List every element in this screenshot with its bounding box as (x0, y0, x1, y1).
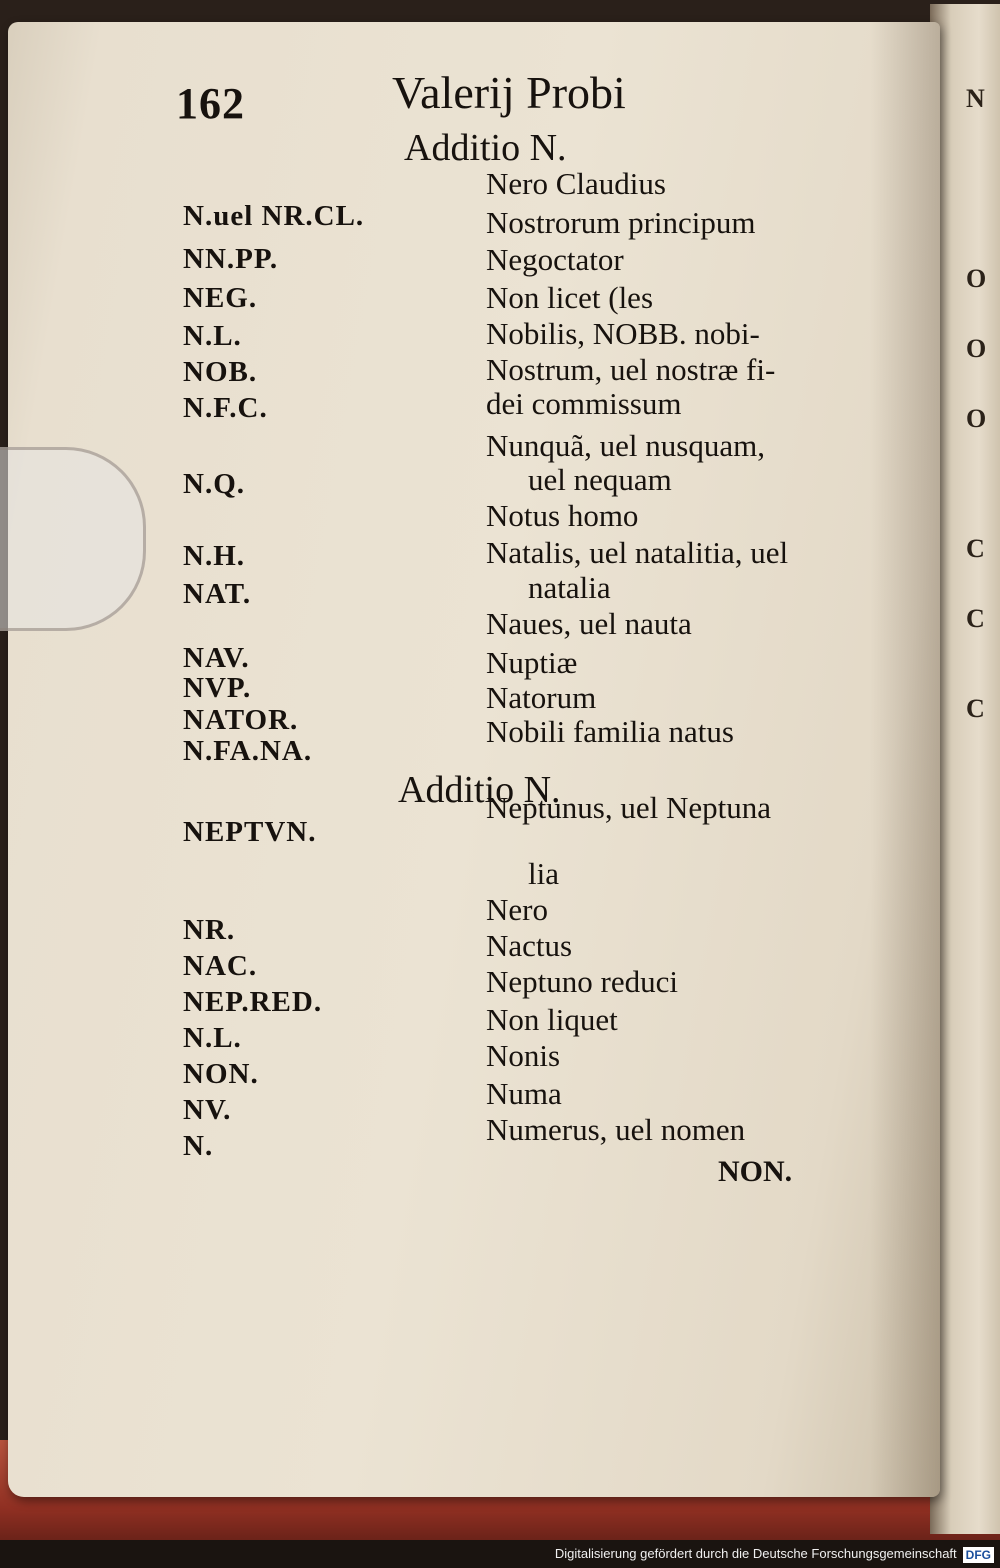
abbreviation: NATOR. (183, 704, 299, 736)
facing-page-edge (930, 4, 1000, 1534)
abbreviation: NOB. (183, 356, 258, 388)
expansion: dei commissum (486, 386, 682, 421)
abbreviation: N. (183, 1130, 214, 1162)
spine-shadow (870, 22, 940, 1497)
abbreviation: NON. (183, 1058, 259, 1090)
expansion: Nonis (486, 1038, 561, 1073)
facing-page-fragment: O (966, 334, 987, 363)
abbreviation: NR. (183, 914, 236, 946)
page-tab-marker (0, 447, 146, 631)
expansion: Naues, uel nauta (486, 606, 692, 641)
expansion: Numerus, uel nomen (486, 1112, 746, 1147)
abbreviation: NVP. (183, 672, 252, 704)
running-title: Valerij Probi (392, 67, 626, 118)
abbreviation: NV. (183, 1094, 232, 1126)
facing-page-fragment: C (966, 694, 985, 723)
expansion: Nero Claudius (486, 166, 666, 201)
expansion: Nobilis, NOBB. nobi- (486, 316, 760, 351)
facing-page-fragment: O (966, 264, 987, 293)
abbreviation: N.L. (183, 320, 242, 352)
facing-page-fragment: N (966, 84, 985, 113)
abbreviation: NAC. (183, 950, 258, 982)
abbreviation: N.FA.NA. (183, 735, 313, 767)
expansion: Nostrorum principum (486, 205, 756, 240)
expansion: Neptuno reduci (486, 964, 678, 999)
page-number: 162 (176, 79, 245, 128)
facing-page-fragment: O (966, 404, 987, 433)
expansion: Nostrum, uel nostræ fi- (486, 352, 776, 387)
facing-page-fragment: C (966, 604, 985, 633)
abbreviation: NN.PP. (183, 243, 279, 275)
expansion: lia (528, 856, 559, 891)
digitization-footer (0, 1540, 1000, 1568)
expansion: Non licet (les (486, 280, 654, 315)
expansion: Natorum (486, 680, 597, 715)
abbreviation: N.uel NR.CL. (183, 200, 365, 232)
expansion: Numa (486, 1076, 562, 1111)
abbreviation: N.L. (183, 1022, 242, 1054)
expansion: Neptunus, uel Neptuna (486, 790, 771, 825)
facing-page-fragment: C (966, 534, 985, 563)
expansion: natalia (528, 570, 611, 605)
catchword: NON. (718, 1155, 793, 1188)
section-heading: Additio N. (398, 769, 561, 811)
book-page (8, 22, 940, 1497)
expansion: Nobili familia natus (486, 714, 734, 749)
abbreviation: NAV. (183, 642, 250, 674)
expansion: Natalis, uel natalitia, uel (486, 535, 789, 570)
expansion: uel nequam (528, 462, 672, 497)
abbreviation: N.H. (183, 540, 245, 572)
expansion: Negoctator (486, 242, 624, 277)
expansion: Notus homo (486, 498, 639, 533)
dfg-logo: DFG (963, 1547, 994, 1563)
abbreviation: NEG. (183, 282, 258, 314)
expansion: Nactus (486, 928, 573, 963)
abbreviation: NEP.RED. (183, 986, 323, 1018)
expansion: Non liquet (486, 1002, 618, 1037)
expansion: Nero (486, 892, 548, 927)
section-heading: Additio N. (404, 127, 567, 169)
expansion: Nunquã, uel nusquam, (486, 428, 765, 463)
footer-credit: Digitalisierung gefördert durch die Deutsche Forschungsgemeinschaft (554, 1546, 957, 1561)
expansion: Nuptiæ (486, 645, 578, 680)
abbreviation: NAT. (183, 578, 252, 610)
abbreviation: N.F.C. (183, 392, 268, 424)
abbreviation: NEPTVN. (183, 816, 317, 848)
abbreviation: N.Q. (183, 468, 245, 500)
